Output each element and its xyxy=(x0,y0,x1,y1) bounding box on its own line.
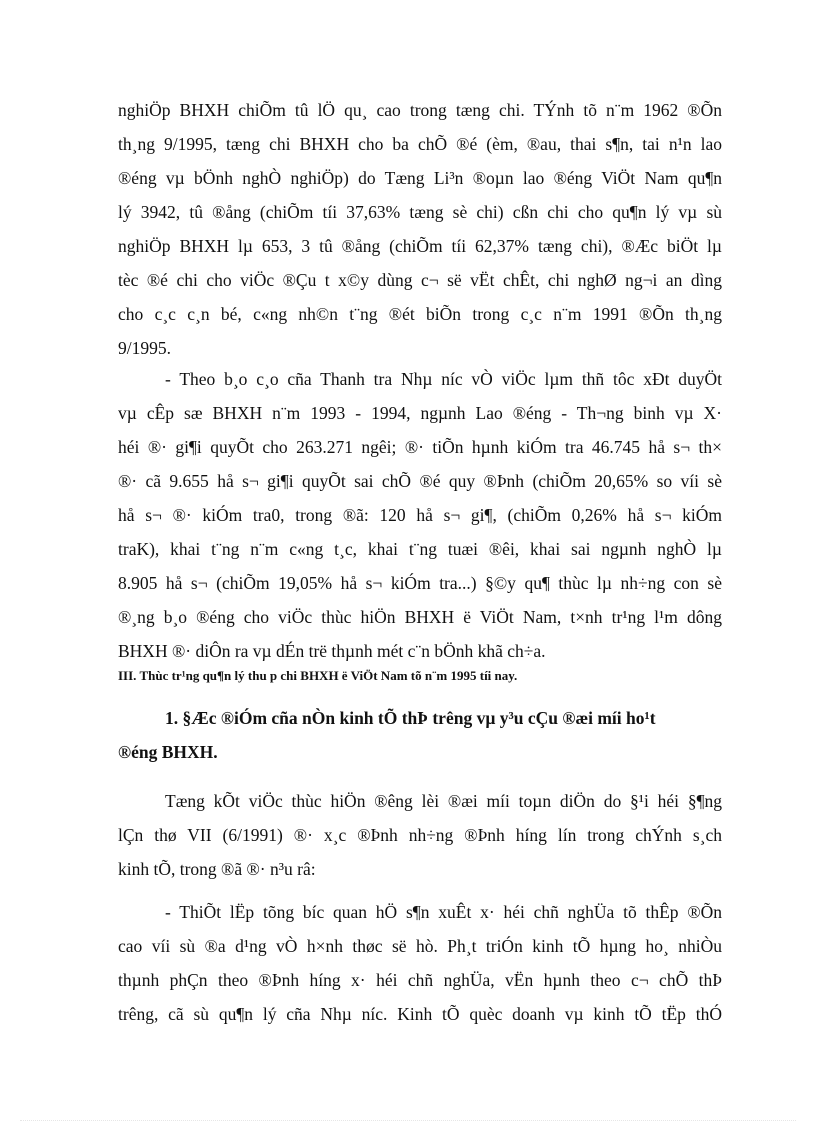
paragraph-2 xyxy=(118,362,722,668)
text-line: 8.905 hå s¬ (chiÕm 19,05% hå s¬ kiÓm tra...) §©y qu¶ thùc lµ nh÷ng con sè xyxy=(118,573,722,593)
text-line: ®éng vµ bÖnh nghÒ nghiÖp) do Tæng Li³n ®oµn lao ®éng ViÖt Nam qu¶n xyxy=(118,168,722,188)
heading-line: ®éng BHXH. xyxy=(118,742,218,762)
subsection-heading xyxy=(118,701,722,769)
text-line: thµnh phÇn theo ®Þnh híng x· héi chñ nghÜa, vËn hµnh theo c¬ chÕ thÞ xyxy=(118,970,722,990)
text-line: ®· cã 9.655 hå s¬ gi¶i quyÕt sai chÕ ®é quy ®Þnh (chiÕm 20,65% so víi sè xyxy=(118,471,722,491)
text-line: ®¸ng b¸o ®éng cho viÖc thùc hiÖn BHXH ë ViÖt Nam, t×nh tr¹ng l¹m dông xyxy=(118,607,722,627)
paragraph-3 xyxy=(118,784,722,886)
text-line: Tæng kÕt viÖc thùc hiÖn ®êng lèi ®æi míi toµn diÖn do §¹i héi §¶ng xyxy=(165,791,722,811)
text-line: nghiÖp BHXH lµ 653, 3 tû ®ång (chiÕm tíi 62,37% tæng chi), ®Æc biÖt lµ xyxy=(118,236,722,256)
text-line: lÇn thø VII (6/1991) ®· x¸c ®Þnh nh÷ng ®Þnh híng lín trong chÝnh s¸ch xyxy=(118,825,722,845)
text-line: héi ®· gi¶i quyÕt cho 263.271 ngêi; ®· tiÕn hµnh kiÓm tra 46.745 hå s¬ th× xyxy=(118,437,722,457)
heading-line: 1. §Æc ®iÓm cña nÒn kinh tÕ thÞ trêng vµ y³u cÇu ®æi míi ho¹t xyxy=(165,708,656,728)
text-line: cao víi sù ®a d¹ng vÒ h×nh thøc së hò. Ph¸t triÓn kinh tÕ hµng ho¸ nhiÒu xyxy=(118,936,722,956)
text-line: th¸ng 9/1995, tæng chi BHXH cho ba chÕ ®é (èm, ®au, thai s¶n, tai n¹n lao xyxy=(118,134,722,154)
paragraph-1 xyxy=(118,93,722,365)
text-line: traK), khai t¨ng n¨m c«ng t¸c, khai t¨ng tuæi ®êi, khai sai ngµnh nghÒ lµ xyxy=(118,539,722,559)
text-line: - ThiÕt lËp tõng bíc quan hÖ s¶n xuÊt x· héi chñ nghÜa tõ thÊp ®Õn xyxy=(165,902,722,922)
text-line: BHXH ®· diÔn ra vµ dÉn trë thµnh mét c¨n bÖnh khã ch÷a. xyxy=(118,641,546,661)
text-line: 9/1995. xyxy=(118,338,171,358)
text-line: lý 3942, tû ®ång (chiÕm tíi 37,63% tæng sè chi) cßn chi cho qu¶n lý vµ sù xyxy=(118,202,722,222)
section-heading: III. Thùc tr¹ng qu¶n lý thu p chi BHXH ë ViÖt Nam tõ n¨m 1995 tíi nay. xyxy=(118,668,518,683)
text-line: trêng, cã sù qu¶n lý cña Nhµ níc. Kinh tÕ quèc doanh vµ kinh tÕ tËp thÓ xyxy=(118,1004,722,1024)
text-line: hå s¬ ®· kiÓm tra0, trong ®ã: 120 hå s¬ gi¶, (chiÕm 0,26% hå s¬ kiÓm xyxy=(118,505,722,525)
text-line: tèc ®é chi cho viÖc ®Çu t x©y dùng c¬ së vËt chÊt, chi nghØ ng¬i an dìng xyxy=(118,270,722,290)
text-line: cho c¸c c¸n bé, c«ng nh©n t¨ng ®ét biÕn trong c¸c n¨m 1991 ®Õn th¸ng xyxy=(118,304,722,324)
paragraph-4 xyxy=(118,895,722,1031)
text-line: nghiÖp BHXH chiÕm tû lÖ qu¸ cao trong tæng chi. TÝnh tõ n¨m 1962 ®Õn xyxy=(118,100,722,120)
text-line: - Theo b¸o c¸o cña Thanh tra Nhµ níc vÒ viÖc lµm thñ tôc xÐt duyÖt xyxy=(165,369,722,389)
page-bottom-divider xyxy=(20,1120,796,1121)
text-line: kinh tÕ, trong ®ã ®· n³u râ: xyxy=(118,859,316,879)
text-line: vµ cÊp sæ BHXH n¨m 1993 - 1994, ngµnh Lao ®éng - Th¬ng binh vµ X· xyxy=(118,403,722,423)
